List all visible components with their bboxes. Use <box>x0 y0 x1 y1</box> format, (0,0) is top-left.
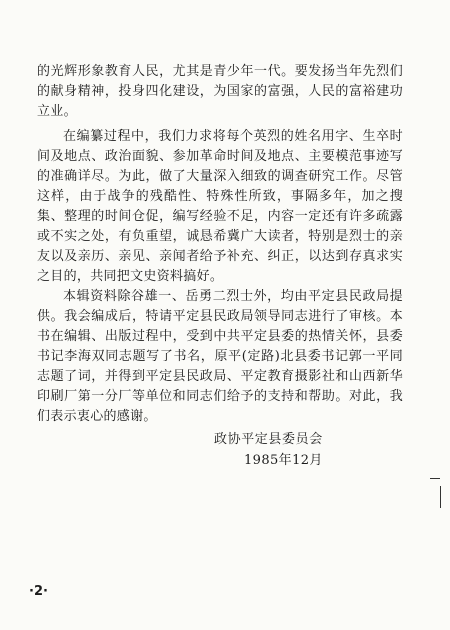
body-text <box>37 62 403 427</box>
paragraph-2: 在编纂过程中，我们力求将每个英烈的姓名用字、生卒时间及地点、政治面貌、参加革命时间及地点、主要模范事迹写的准确详尽。为此，做了大量深入细致的调查研究工作。尽管这样，由于战争的残酷性、特殊性所致，事隔多年，加之搜集、整理的时间仓促，编写经验不足，内容一定还有许多疏露或不实之处，有负重望，诚恳希冀广大读者，特别是烈士的亲友以及亲历、亲见、亲闻者给予补充、纠正，以达到存真求实之目的，共同把文史资料搞好。 <box>37 129 403 284</box>
paragraph-3: 本辑资料除谷雄一、岳勇二烈士外，均由平定县民政局提供。我会编成后，特请平定县民政局领导同志进行了审核。本书在编辑、出版过程中，受到中共平定县委的热情关怀，县委书记李海双同志题写了书名，原平(定路)北县委书记郭一平同志题了词，并得到平定县民政局、平定教育摄影社和山西新华印刷厂第一分厂等单位和同志们给予的支持和帮助。对此，我们表示衷心的感谢。 <box>37 289 403 424</box>
paragraph-1: 的光辉形象教育人民，尤其是青少年一代。要发扬当年先烈们的献身精神，投身四化建设，为国家的富强，人民的富裕建功立业。 <box>37 64 403 119</box>
signature-date: 1985年12月 <box>244 453 323 468</box>
page-number: ·2· <box>29 584 48 599</box>
scan-edge-mark <box>430 478 440 479</box>
scan-edge-mark <box>440 486 441 508</box>
signature-organization: 政协平定县委员会 <box>214 432 323 447</box>
